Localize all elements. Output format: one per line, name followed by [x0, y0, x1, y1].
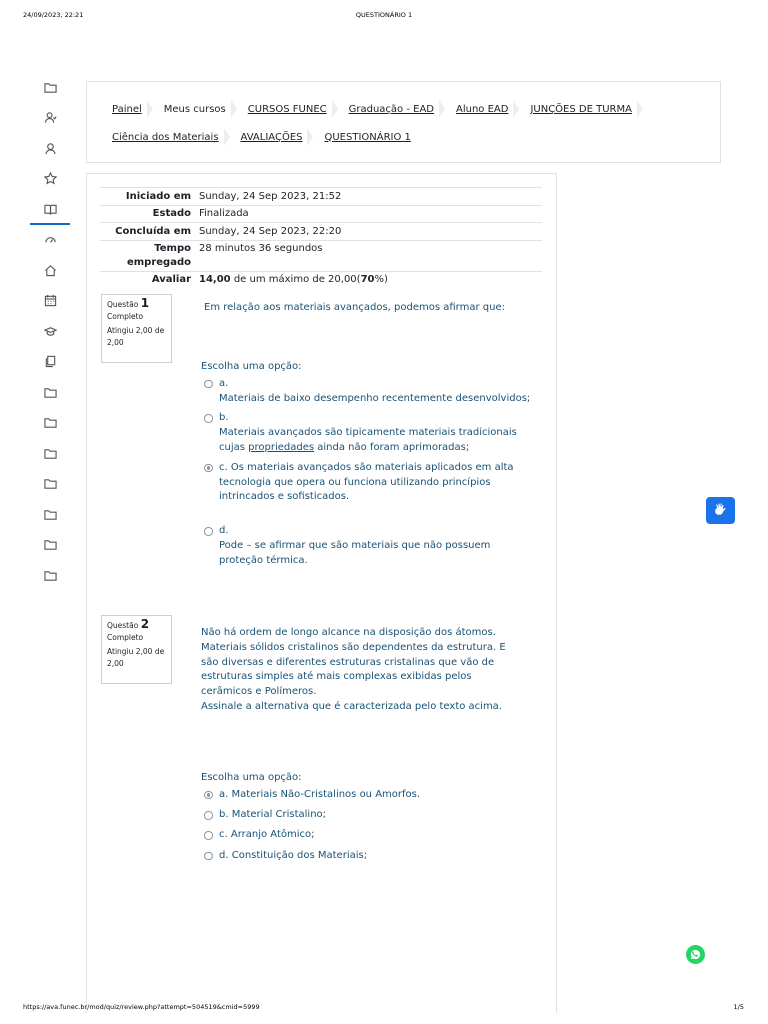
nav-my-courses[interactable]	[30, 316, 70, 347]
breadcrumb-graduacao-ead[interactable]: Graduação - EAD	[348, 103, 434, 115]
breadcrumb-separator	[332, 100, 338, 118]
question-status: Completo	[107, 311, 144, 321]
folder-icon	[44, 416, 57, 429]
breadcrumb-aluno-ead[interactable]: Aluno EAD	[456, 103, 509, 115]
grade-percent: 70	[360, 274, 375, 285]
question-1-prompt	[204, 301, 534, 316]
option-text: Material Cristalino;	[231, 809, 327, 821]
summary-label: Avaliar	[151, 274, 191, 285]
option-letter: c.	[219, 461, 228, 473]
option-letter: c.	[219, 829, 228, 841]
nav-calendar[interactable]	[30, 286, 70, 317]
option-letter: a.	[219, 377, 229, 389]
option-text-post: ainda não foram aprimoradas;	[314, 441, 470, 453]
q1-option-d[interactable]	[201, 524, 531, 568]
users-icon	[44, 142, 57, 155]
option-letter: d.	[219, 525, 229, 537]
option-link[interactable]: propriedades	[248, 441, 315, 453]
radio-button[interactable]	[204, 414, 213, 423]
radio-button[interactable]	[204, 852, 213, 861]
folder-icon	[44, 386, 57, 399]
question-label: Questão	[107, 300, 141, 309]
breadcrumb-row-2	[112, 128, 411, 146]
user-icon	[44, 111, 57, 124]
breadcrumb-avaliacoes[interactable]: AVALIAÇÕES	[240, 131, 303, 143]
question-1-answers	[201, 360, 531, 569]
breadcrumb-separator	[637, 100, 643, 118]
summary-value: Finalizada	[199, 208, 249, 219]
summary-row-completed	[100, 222, 542, 240]
folder-icon	[44, 81, 57, 94]
choose-option-label: Escolha uma opção:	[201, 772, 302, 783]
q2-option-a[interactable]	[201, 788, 531, 803]
nav-folder-4[interactable]	[30, 438, 70, 469]
breadcrumb-meus-cursos: Meus cursos	[163, 103, 226, 115]
summary-value: 28 minutos 36 segundos	[199, 243, 323, 254]
option-text	[219, 461, 531, 505]
nav-folder-7[interactable]	[30, 530, 70, 561]
option-text-body: Os materiais avançados são materiais aplicados em alta tecnologia que opera ou funciona utilizando princípios intrincados e sofisticados.	[219, 461, 514, 503]
summary-label: Tempo empregado	[126, 243, 191, 268]
nav-folder-8[interactable]	[30, 560, 70, 591]
nav-folder-3[interactable]	[30, 408, 70, 439]
breadcrumb-painel[interactable]: Painel	[112, 103, 142, 115]
dashboard-icon	[44, 233, 57, 246]
whatsapp-button[interactable]	[686, 945, 705, 964]
breadcrumb-cursos-funec[interactable]: CURSOS FUNEC	[247, 103, 327, 115]
q2-option-c[interactable]	[201, 828, 531, 843]
radio-button[interactable]	[204, 811, 213, 820]
whatsapp-icon	[690, 949, 701, 960]
question-instruction: Assinale a alternativa que é caracterizada pelo texto acima.	[201, 700, 502, 712]
question-text: Não há ordem de longo alcance na disposição dos átomos. Materiais sólidos cristalinos são dependentes da estrutura. E são diversas e diferentes estruturas cristalinas que vão de estruturas simples até mais complexas exibidas pelos cerâmicos e Polímeros.	[201, 627, 506, 698]
folder-icon	[44, 569, 57, 582]
folder-icon	[44, 477, 57, 490]
folder-icon	[44, 508, 57, 521]
summary-row-grade	[100, 271, 542, 289]
breadcrumb-questionario-1[interactable]: QUESTIONÁRIO 1	[324, 131, 411, 143]
question-2-answers	[201, 771, 531, 863]
calendar-icon	[44, 294, 57, 307]
question-2-prompt	[201, 626, 519, 715]
option-letter: a.	[219, 788, 229, 800]
q2-option-b[interactable]	[201, 808, 531, 823]
nav-content-bank[interactable]	[30, 347, 70, 378]
option-text	[219, 426, 531, 456]
print-url: https://ava.funec.br/mod/quiz/review.php?attempt=504519&cmid=5999	[23, 1003, 260, 1011]
question-text: Em relação aos materiais avançados, podemos afirmar que:	[204, 302, 505, 313]
radio-button[interactable]	[204, 380, 213, 389]
question-label: Questão	[107, 621, 141, 630]
breadcrumb-row-1	[112, 100, 654, 118]
folder-icon	[44, 538, 57, 551]
q1-option-c[interactable]	[201, 461, 531, 505]
nav-folder-2[interactable]	[30, 377, 70, 408]
breadcrumb-separator	[147, 100, 153, 118]
radio-button[interactable]	[204, 527, 213, 536]
breadcrumb	[86, 81, 721, 163]
nav-competencies[interactable]	[30, 164, 70, 195]
grade-middle: de um máximo de 20,00(	[230, 274, 361, 285]
q2-option-d[interactable]	[201, 849, 531, 864]
accessibility-button[interactable]	[706, 497, 735, 524]
files-icon	[44, 355, 57, 368]
attempt-summary-table	[100, 187, 542, 288]
summary-row-started	[100, 187, 542, 205]
nav-grades[interactable]	[30, 194, 70, 225]
home-icon	[44, 264, 57, 277]
q1-option-a[interactable]	[201, 377, 531, 407]
summary-value: Sunday, 24 Sep 2023, 22:20	[199, 225, 342, 237]
star-icon	[44, 172, 57, 185]
nav-participants[interactable]	[30, 103, 70, 134]
option-text-pre: Materiais avançados são tipicamente materiais tradicionais cujas	[219, 427, 517, 453]
breadcrumb-separator	[439, 100, 445, 118]
breadcrumb-separator	[224, 128, 230, 146]
print-timestamp: 24/09/2023, 22:21	[23, 11, 84, 19]
question-mark: Atingiu 2,00 de 2,00	[107, 326, 165, 347]
folder-icon	[44, 447, 57, 460]
summary-row-time	[100, 240, 542, 271]
graduation-cap-icon	[44, 325, 57, 338]
print-title: QUESTIONÁRIO 1	[355, 11, 413, 19]
choose-option-label: Escolha uma opção:	[201, 361, 302, 372]
summary-label: Estado	[152, 208, 191, 219]
question-1-info	[101, 294, 172, 363]
breadcrumb-ciencia-dos-materiais[interactable]: Ciência dos Materiais	[112, 131, 219, 143]
sign-language-icon	[712, 502, 729, 519]
option-text: Pode – se afirmar que são materiais que não possuem proteção térmica.	[219, 539, 491, 566]
radio-button[interactable]	[204, 831, 213, 840]
summary-label: Concluída em	[115, 225, 191, 237]
option-text: Constituição dos Materiais;	[231, 849, 368, 861]
grade-score: 14,00	[199, 274, 231, 285]
summary-row-state	[100, 205, 542, 223]
summary-value: Sunday, 24 Sep 2023, 21:52	[199, 190, 342, 202]
question-2-info	[101, 615, 172, 684]
grade-end: %)	[374, 274, 388, 285]
option-text: Materiais Não-Cristalinos ou Amorfos.	[231, 788, 421, 800]
q1-option-b[interactable]	[201, 411, 531, 455]
nav-badges[interactable]	[30, 133, 70, 164]
question-number: 2	[140, 617, 150, 631]
nav-folder-5[interactable]	[30, 469, 70, 500]
breadcrumb-juncoes-de-turma[interactable]: JUNÇÕES DE TURMA	[530, 103, 632, 115]
breadcrumb-separator	[513, 100, 519, 118]
question-status: Completo	[107, 632, 144, 642]
option-letter: d.	[219, 849, 229, 861]
book-icon	[44, 203, 57, 216]
nav-dashboard[interactable]	[30, 225, 70, 256]
summary-value	[199, 273, 542, 287]
breadcrumb-separator	[307, 128, 313, 146]
option-letter: b.	[219, 809, 229, 821]
radio-button-selected[interactable]	[204, 464, 213, 473]
nav-folder-1[interactable]	[30, 72, 70, 103]
print-page-number: 1/5	[733, 1003, 744, 1011]
option-text: Arranjo Atômico;	[230, 829, 315, 841]
nav-home[interactable]	[30, 255, 70, 286]
breadcrumb-separator	[231, 100, 237, 118]
radio-button-selected[interactable]	[204, 791, 213, 800]
nav-folder-6[interactable]	[30, 499, 70, 530]
quiz-review-region	[86, 173, 557, 1013]
question-mark: Atingiu 2,00 de 2,00	[107, 647, 165, 668]
question-number: 1	[140, 296, 150, 310]
option-text: Materiais de baixo desempenho recentemente desenvolvidos;	[219, 392, 531, 404]
course-index-nav	[30, 72, 70, 591]
summary-label: Iniciado em	[125, 190, 191, 202]
option-letter: b.	[219, 412, 229, 424]
